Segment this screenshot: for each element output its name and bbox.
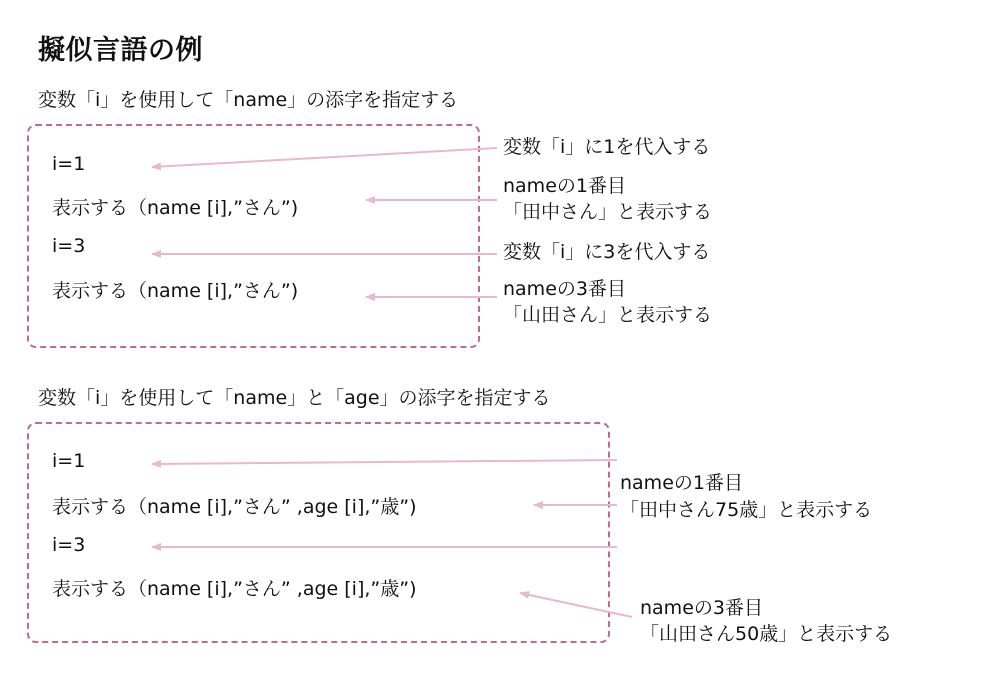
section2-note-display-1: 「田中さん75歳」と表示する xyxy=(620,499,873,521)
section1-description: 変数「i」を使用して「name」の添字を指定する xyxy=(38,89,459,111)
page-title: 擬似言語の例 xyxy=(38,35,203,66)
section1-note-name-3: nameの3番目 xyxy=(503,278,626,300)
section1-code-line-3: i=3 xyxy=(52,235,86,257)
section1-note-name-1: nameの1番目 xyxy=(503,175,626,197)
section1-code-line-1: i=1 xyxy=(52,153,86,175)
section1-note-assign-3: 変数「i」に3を代入する xyxy=(503,241,711,263)
section1-note-display-3: 「山田さん」と表示する xyxy=(503,304,713,326)
section1-note-display-1: 「田中さん」と表示する xyxy=(503,201,713,223)
section2-code-line-2: 表示する（name [i],”さん” ,age [i],”歳”) xyxy=(52,496,417,518)
arrow-s2-display-3 xyxy=(520,593,632,617)
section2-note-name-1: nameの1番目 xyxy=(620,472,743,494)
section1-code-line-2: 表示する（name [i],”さん”) xyxy=(52,197,299,219)
section2-code-line-4: 表示する（name [i],”さん” ,age [i],”歳”) xyxy=(52,578,417,600)
arrow-s2-assign-1 xyxy=(152,460,617,464)
section2-note-name-3: nameの3番目 xyxy=(640,597,763,619)
section1-code-line-4: 表示する（name [i],”さん”) xyxy=(52,280,299,302)
section1-note-assign-1: 変数「i」に1を代入する xyxy=(503,136,711,158)
arrow-assign-1 xyxy=(152,148,497,167)
section2-code-line-3: i=3 xyxy=(52,534,86,556)
section2-note-display-3: 「山田さん50歳」と表示する xyxy=(640,623,893,645)
section2-description: 変数「i」を使用して「name」と「age」の添字を指定する xyxy=(38,387,551,409)
section2-code-line-1: i=1 xyxy=(52,450,86,472)
